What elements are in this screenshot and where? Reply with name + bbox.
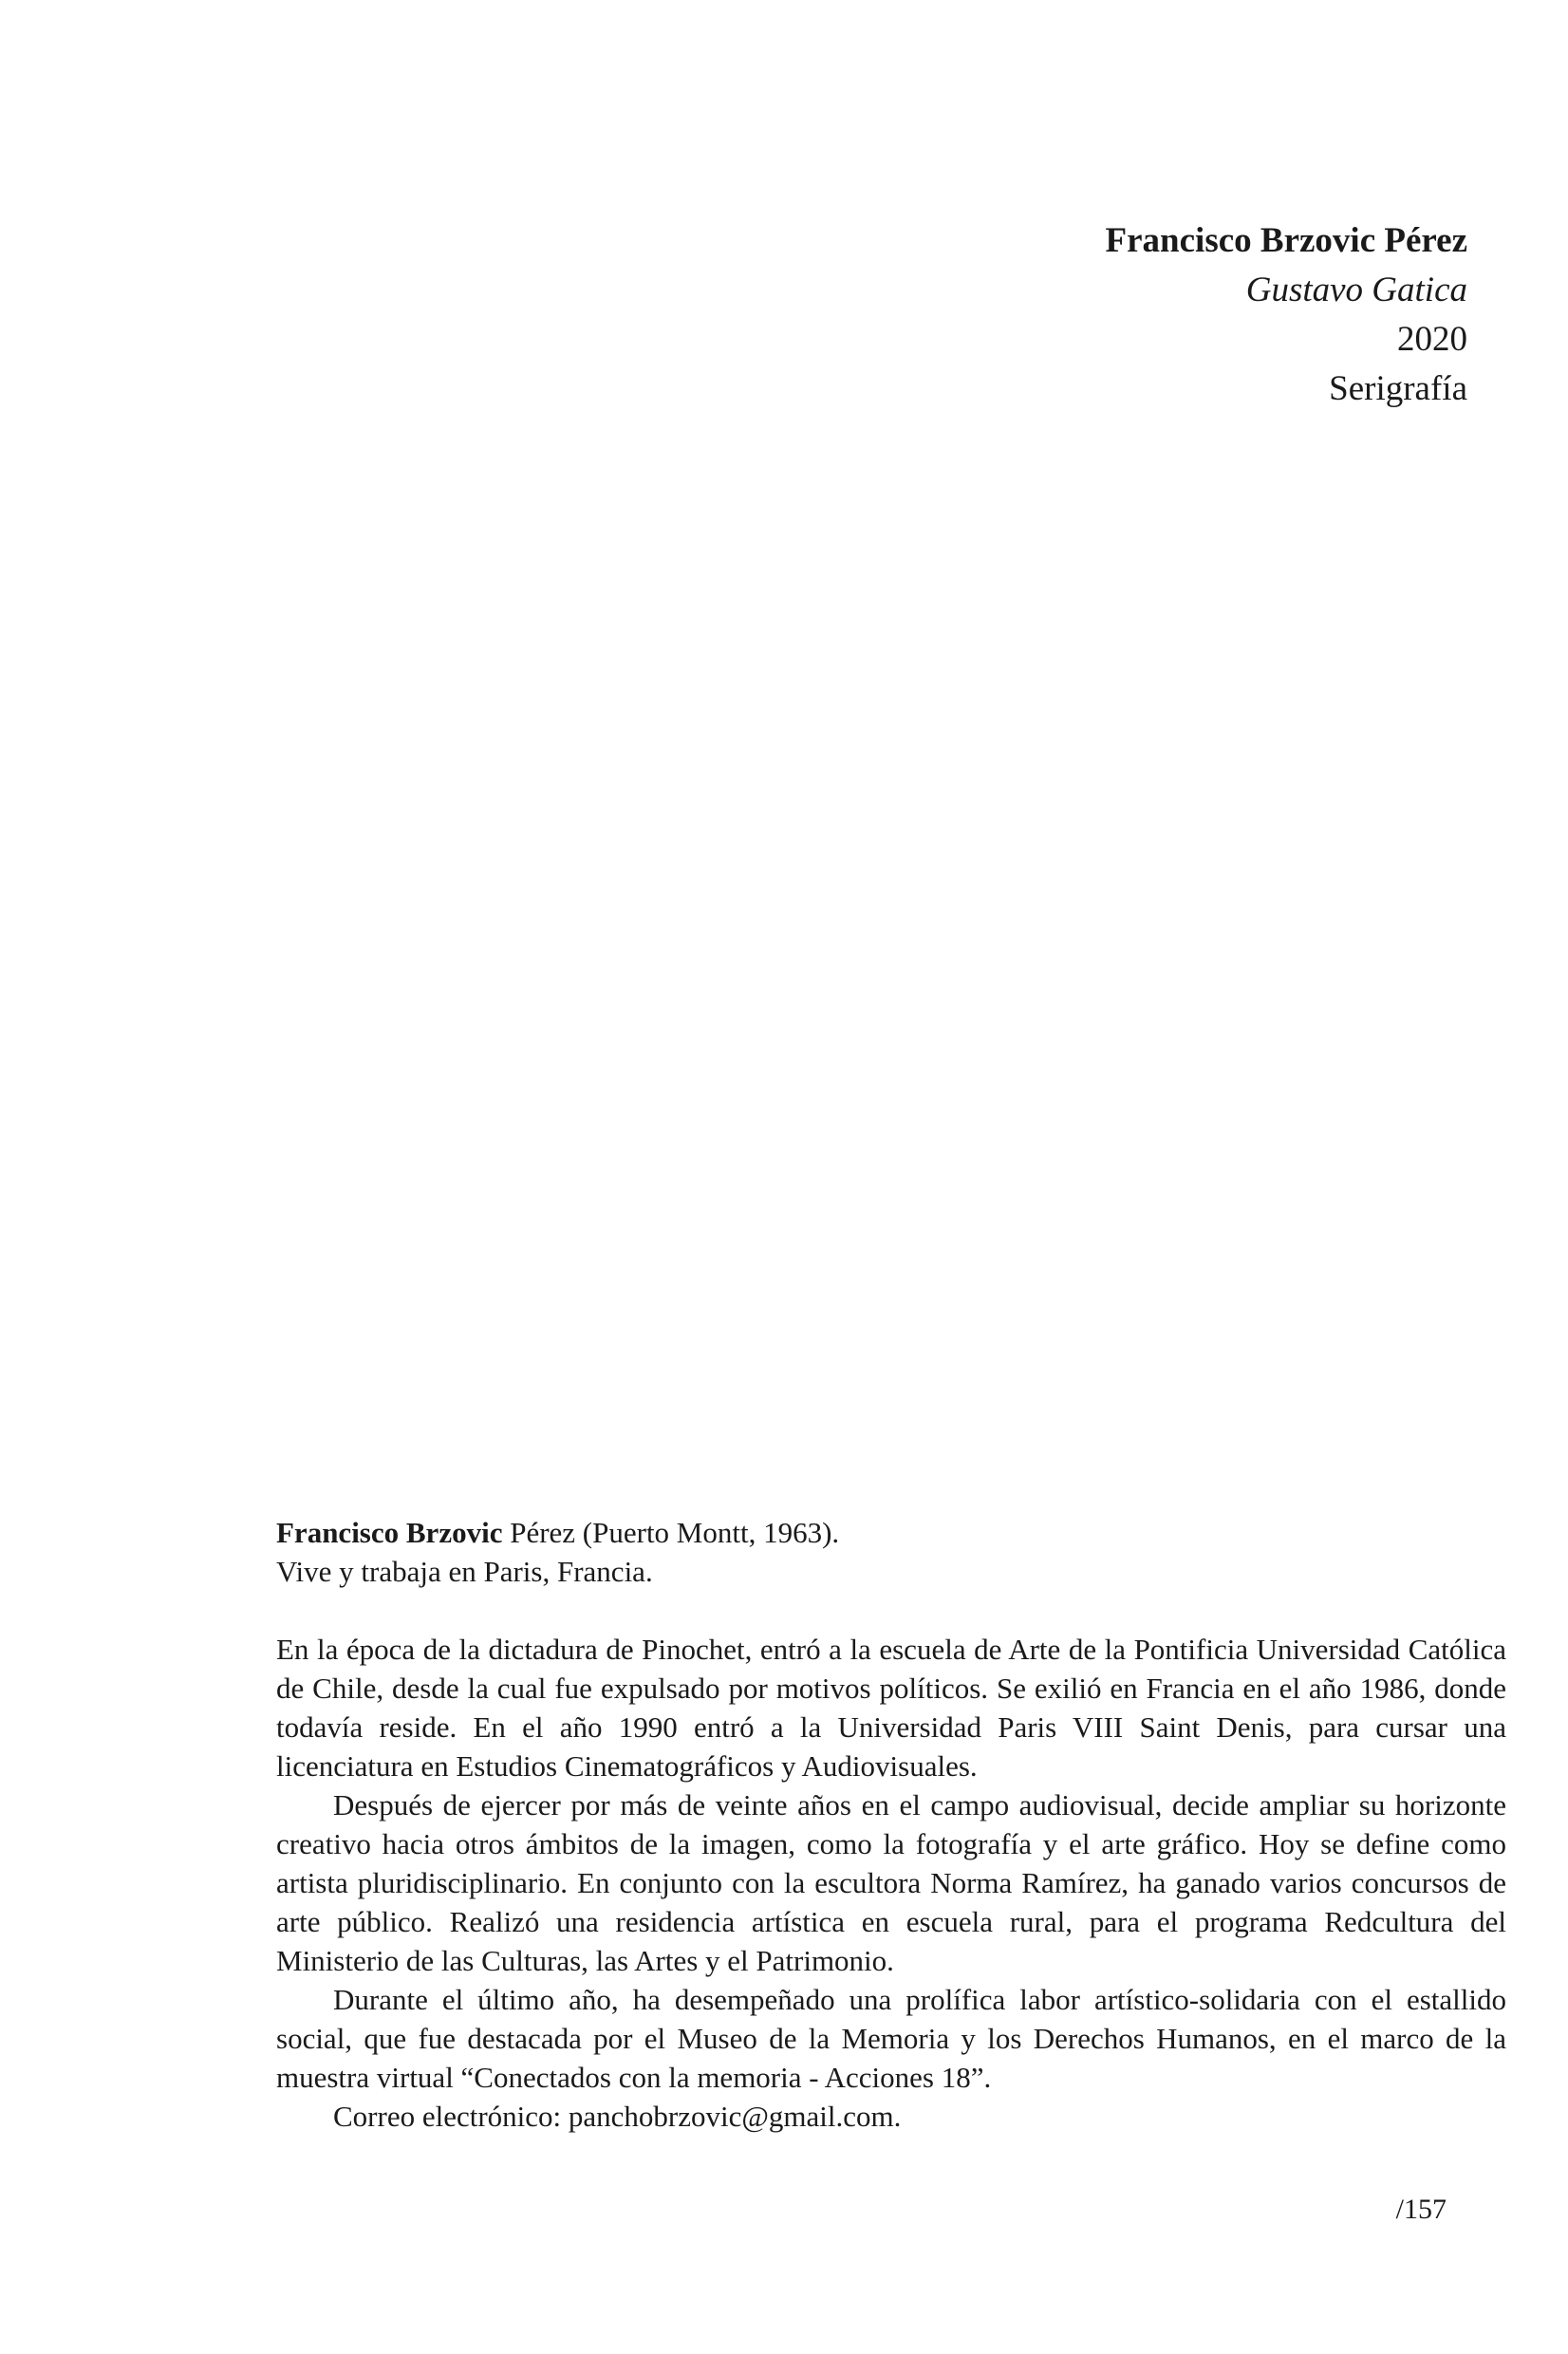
- caption-artist-name: Francisco Brzovic Pérez: [1105, 221, 1467, 260]
- caption-technique: Serigrafía: [1329, 369, 1467, 408]
- bio-name-line: [276, 1513, 1506, 1552]
- bio-residence: Vive y trabaja en Paris, Francia.: [276, 1555, 653, 1588]
- caption-work-title: Gustavo Gatica: [1245, 271, 1467, 309]
- bio-paragraph: Después de ejercer por más de veinte años en el campo audiovisual, decide ampliar su horizonte creativo hacia otros ámbitos de la imagen, como la fotografía y el arte gráfico. Hoy se define como artista pluridisciplinario. En conjunto con la escultora Norma Ramírez, ha ganado varios concursos de arte público. Realizó una residencia artística en escuela rural, para el programa Redcultura del Ministerio de las Culturas, las Artes y el Patrimonio.: [276, 1788, 1506, 1977]
- bio-name-bold: Francisco Brzovic: [276, 1516, 503, 1549]
- bio-contact-email: Correo electrónico: panchobrzovic@gmail.com.: [333, 2100, 902, 2133]
- page-number: /157: [1395, 2194, 1447, 2225]
- caption-year: 2020: [1397, 320, 1467, 359]
- bio-paragraph: En la época de la dictadura de Pinochet, entró a la escuela de Arte de la Pontificia Universidad Católica de Chile, desde la cual fue expulsado por motivos políticos. Se exilió en Francia en el año 1986, donde todavía reside. En el año 1990 entró a la Universidad Paris VIII Saint Denis, para cursar una licenciatura en Estudios Cinematográficos y Audiovisuales.: [276, 1633, 1506, 1783]
- artwork-caption: [1106, 216, 1467, 414]
- bio-intro: [276, 1513, 1506, 1591]
- artist-biography: [276, 1513, 1506, 2136]
- bio-name-rest: Pérez (Puerto Montt, 1963).: [502, 1516, 840, 1549]
- bio-paragraph: Durante el último año, ha desempeñado una prolífica labor artístico-solidaria con el estallido social, que fue destacada por el Museo de la Memoria y los Derechos Humanos, en el marco de la muestra virtual “Conectados con la memoria - Acciones 18”.: [276, 1983, 1506, 2094]
